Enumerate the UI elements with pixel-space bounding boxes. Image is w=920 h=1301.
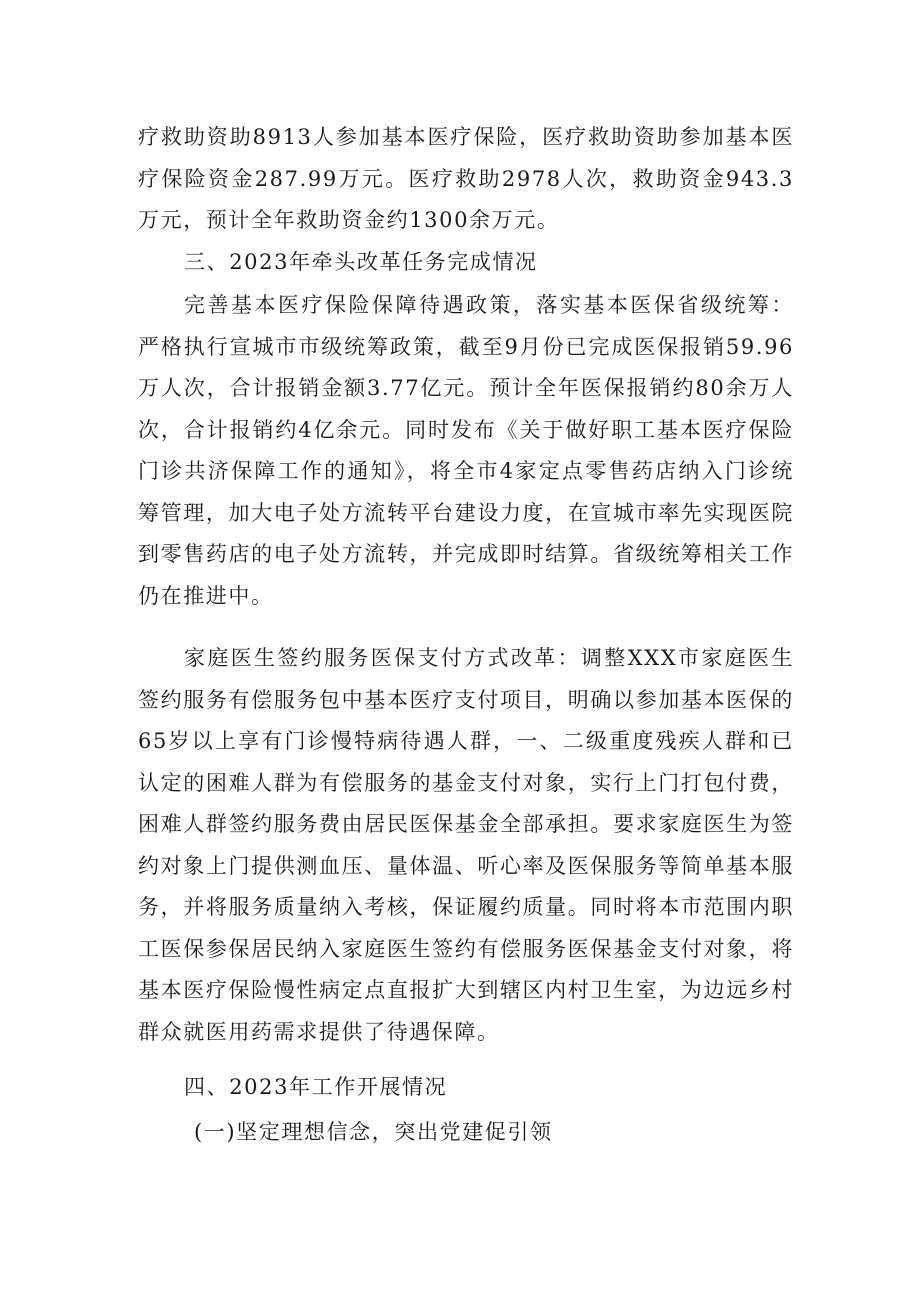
section-heading-work-progress: 四、2023年工作开展情况 bbox=[184, 1075, 448, 1099]
paragraph-basic-medical-insurance-policy: 完善基本医疗保险保障待遇政策，落实基本医保省级统筹：严格执行宣城市市级统筹政策，截至9月份已完成医保报销59.96万人次，合计报销金额3.77亿元。预计全年医保报销约80余万人次，合计报销约4亿余元。同时发布《关于做好职工基本医疗保险门诊共济保障工作的通知》，将全市4家定点零售药店纳入门诊统筹管理，加大电子处方流转平台建设力度，在宣城市率先实现医院到零售药店的电子处方流转，并完成即时结算。省级统筹相关工作仍在推进中。 bbox=[138, 293, 794, 608]
paragraph-medical-aid-summary: 疗救助资助8913人参加基本医疗保险，医疗救助资助参加基本医疗保险资金287.99万元。医疗救助2978人次，救助资金943.3万元，预计全年救助资金约1300余万元。 bbox=[138, 125, 794, 232]
paragraph-family-doctor-payment-reform: 家庭医生签约服务医保支付方式改革：调整XXX市家庭医生签约服务有偿服务包中基本医疗支付项目，明确以参加基本医保的65岁以上享有门诊慢特病待遇人群，一、二级重度残疾人群和已认定的困难人群为有偿服务的基金支付对象，实行上门打包付费，困难人群签约服务费由居民医保基金全部承担。要求家庭医生为签约对象上门提供测血压、量体温、听心率及医保服务等简单基本服务，并将服务质量纳入考核，保证履约质量。同时将本市范围内职工医保参保居民纳入家庭医生签约有偿服务医保基金支付对象，将基本医疗保险慢性病定点直报扩大到辖区内村卫生室，为边远乡村群众就医用药需求提供了待遇保障。 bbox=[138, 646, 794, 1044]
subsection-heading-party-building: (一)坚定理想信念，突出党建促引领 bbox=[194, 1120, 553, 1144]
section-heading-reform-tasks: 三、2023年牵头改革任务完成情况 bbox=[184, 250, 538, 274]
